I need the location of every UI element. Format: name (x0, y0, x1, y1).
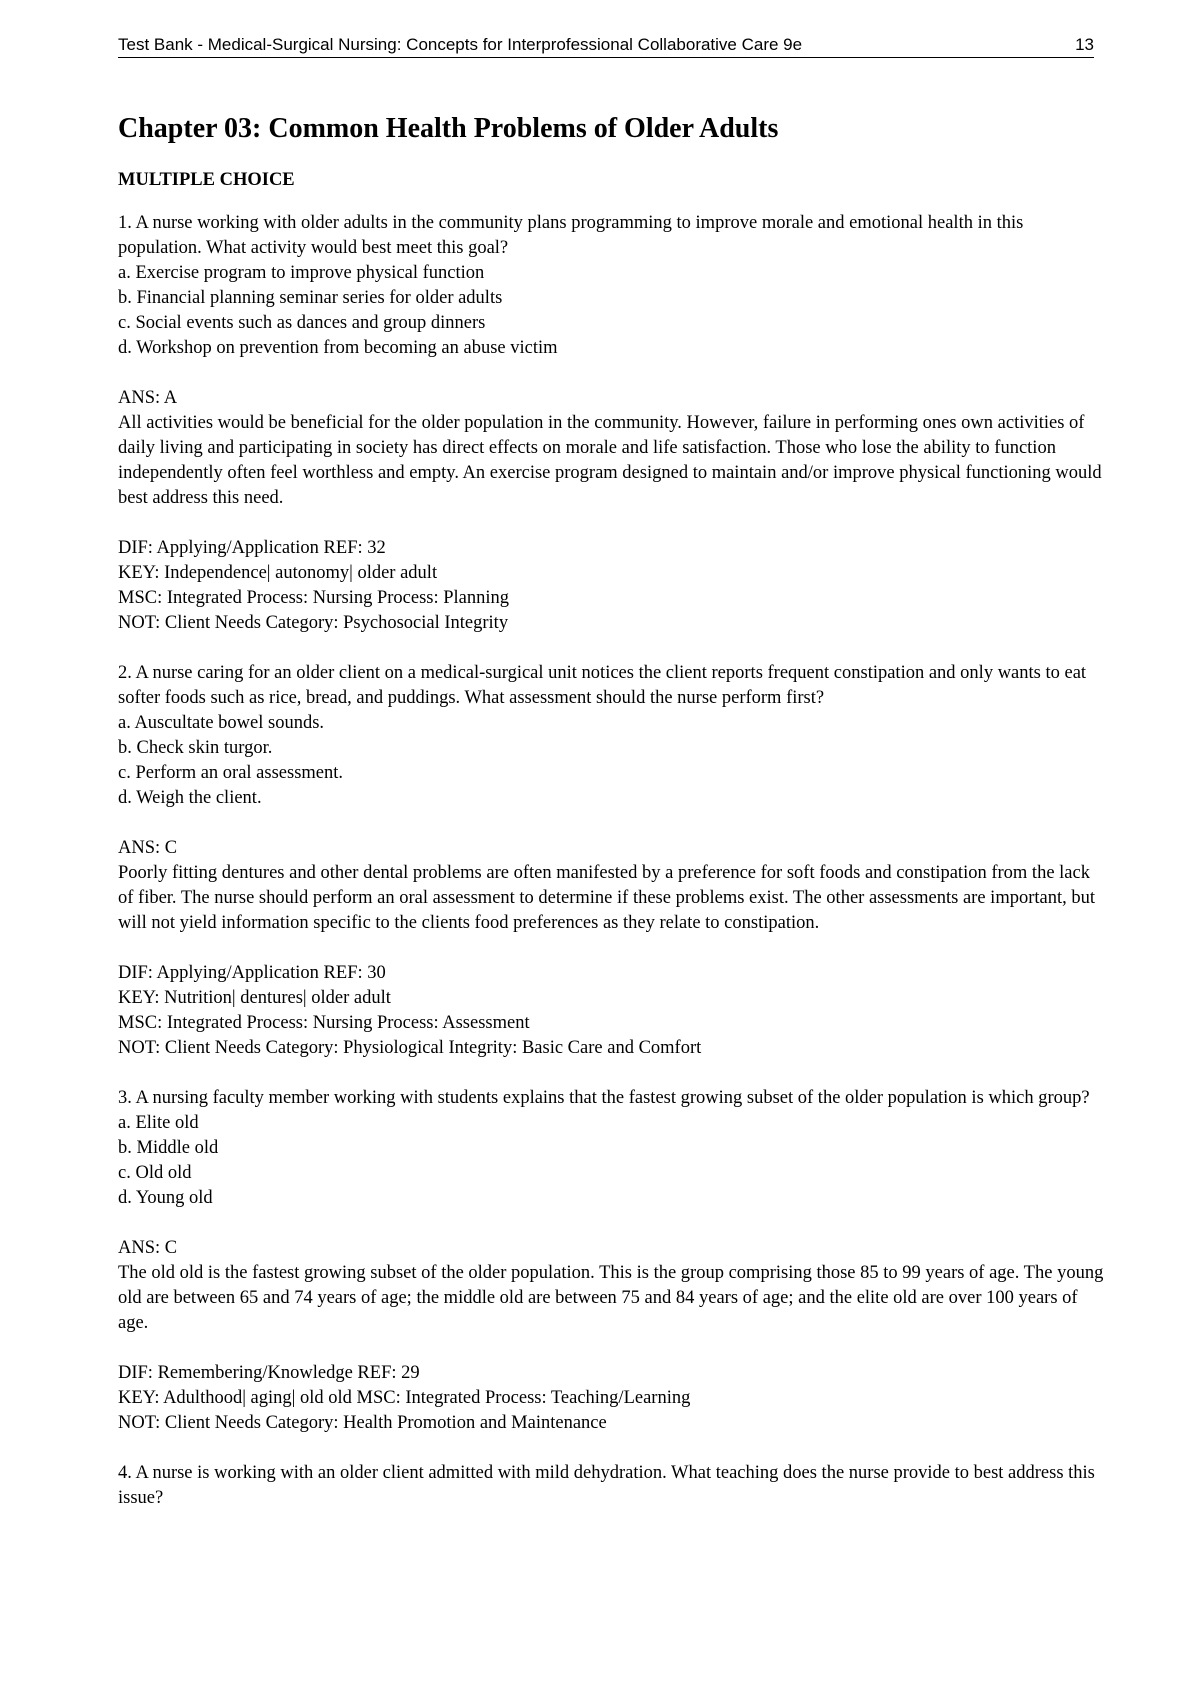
question-3 (118, 1086, 1108, 1436)
answer-option: b. Financial planning seminar series for older adults (118, 288, 503, 308)
question-block (118, 211, 1108, 361)
chapter-title: Chapter 03: Common Health Problems of Older Adults (118, 113, 779, 144)
meta-line: KEY: Nutrition| dentures| older adult (118, 988, 391, 1008)
meta-block (118, 1361, 1108, 1436)
meta-block (118, 536, 1108, 636)
answer-option: d. Young old (118, 1188, 213, 1208)
section-label: MULTIPLE CHOICE (118, 170, 295, 190)
running-header (118, 34, 1094, 58)
question-1 (118, 211, 1108, 636)
answer-option: c. Social events such as dances and group dinners (118, 313, 486, 333)
meta-line: NOT: Client Needs Category: Physiological Integrity: Basic Care and Comfort (118, 1038, 702, 1058)
answer-option: c. Perform an oral assessment. (118, 763, 344, 783)
question-stem: 1. A nurse working with older adults in the community plans programming to improve morale and emotional health in this population. What activity would best meet this goal? (118, 213, 1024, 258)
answer-option: a. Elite old (118, 1113, 199, 1133)
meta-line: MSC: Integrated Process: Nursing Process: Assessment (118, 1013, 530, 1033)
answer-block (118, 1236, 1108, 1336)
answer-block (118, 836, 1108, 936)
question-4 (118, 1461, 1108, 1511)
answer-option: b. Middle old (118, 1138, 219, 1158)
meta-line: NOT: Client Needs Category: Psychosocial Integrity (118, 613, 509, 633)
answer-key: ANS: C (118, 838, 178, 858)
answer-option: a. Auscultate bowel sounds. (118, 713, 325, 733)
meta-line: DIF: Applying/Application REF: 30 (118, 963, 386, 983)
meta-line: KEY: Adulthood| aging| old old MSC: Integrated Process: Teaching/Learning (118, 1388, 691, 1408)
rationale: Poorly fitting dentures and other dental problems are often manifested by a preference for soft foods and constipation from the lack of fiber. The nurse should perform an oral assessment to determine if these problems exist. The other assessments are important, but will not yield information specific to the clients food preferences as they relate to constipation. (118, 863, 1096, 933)
page-number: 13 (1075, 35, 1094, 54)
question-2 (118, 661, 1108, 1061)
meta-line: MSC: Integrated Process: Nursing Process: Planning (118, 588, 510, 608)
meta-line: KEY: Independence| autonomy| older adult (118, 563, 438, 583)
rationale: The old old is the fastest growing subset of the older population. This is the group comprising those 85 to 99 years of age. The young old are between 65 and 74 years of age; the middle old are between 75 and 84 years of age; and the elite old are over 100 years of age. (118, 1263, 1104, 1333)
question-stem: 3. A nursing faculty member working with students explains that the fastest growing subset of the older population is which group? (118, 1088, 1090, 1108)
answer-option: a. Exercise program to improve physical function (118, 263, 485, 283)
answer-key: ANS: C (118, 1238, 178, 1258)
meta-line: DIF: Remembering/Knowledge REF: 29 (118, 1363, 420, 1383)
answer-block (118, 386, 1108, 511)
question-block (118, 1086, 1108, 1211)
question-block (118, 661, 1108, 811)
answer-key: ANS: A (118, 388, 178, 408)
answer-option: d. Weigh the client. (118, 788, 262, 808)
meta-line: NOT: Client Needs Category: Health Promotion and Maintenance (118, 1413, 607, 1433)
question-stem: 4. A nurse is working with an older client admitted with mild dehydration. What teaching does the nurse provide to best address this issue? (118, 1463, 1095, 1508)
answer-option: b. Check skin turgor. (118, 738, 273, 758)
meta-line: DIF: Applying/Application REF: 32 (118, 538, 386, 558)
rationale: All activities would be beneficial for the older population in the community. However, failure in performing ones own activities of daily living and participating in society has direct effects on morale and life satisfaction. Those who lose the ability to function independently often feel worthless and empty. An exercise program designed to maintain and/or improve physical functioning would best address this need. (118, 413, 1102, 508)
header-title: Test Bank - Medical-Surgical Nursing: Concepts for Interprofessional Collaborative Care 9e (118, 35, 803, 54)
meta-block (118, 961, 1108, 1061)
answer-option: d. Workshop on prevention from becoming an abuse victim (118, 338, 558, 358)
answer-option: c. Old old (118, 1163, 192, 1183)
question-stem: 2. A nurse caring for an older client on a medical-surgical unit notices the client reports frequent constipation and only wants to eat softer foods such as rice, bread, and puddings. What assessment should the nurse perform first? (118, 663, 1087, 708)
page-content (118, 112, 1108, 1536)
